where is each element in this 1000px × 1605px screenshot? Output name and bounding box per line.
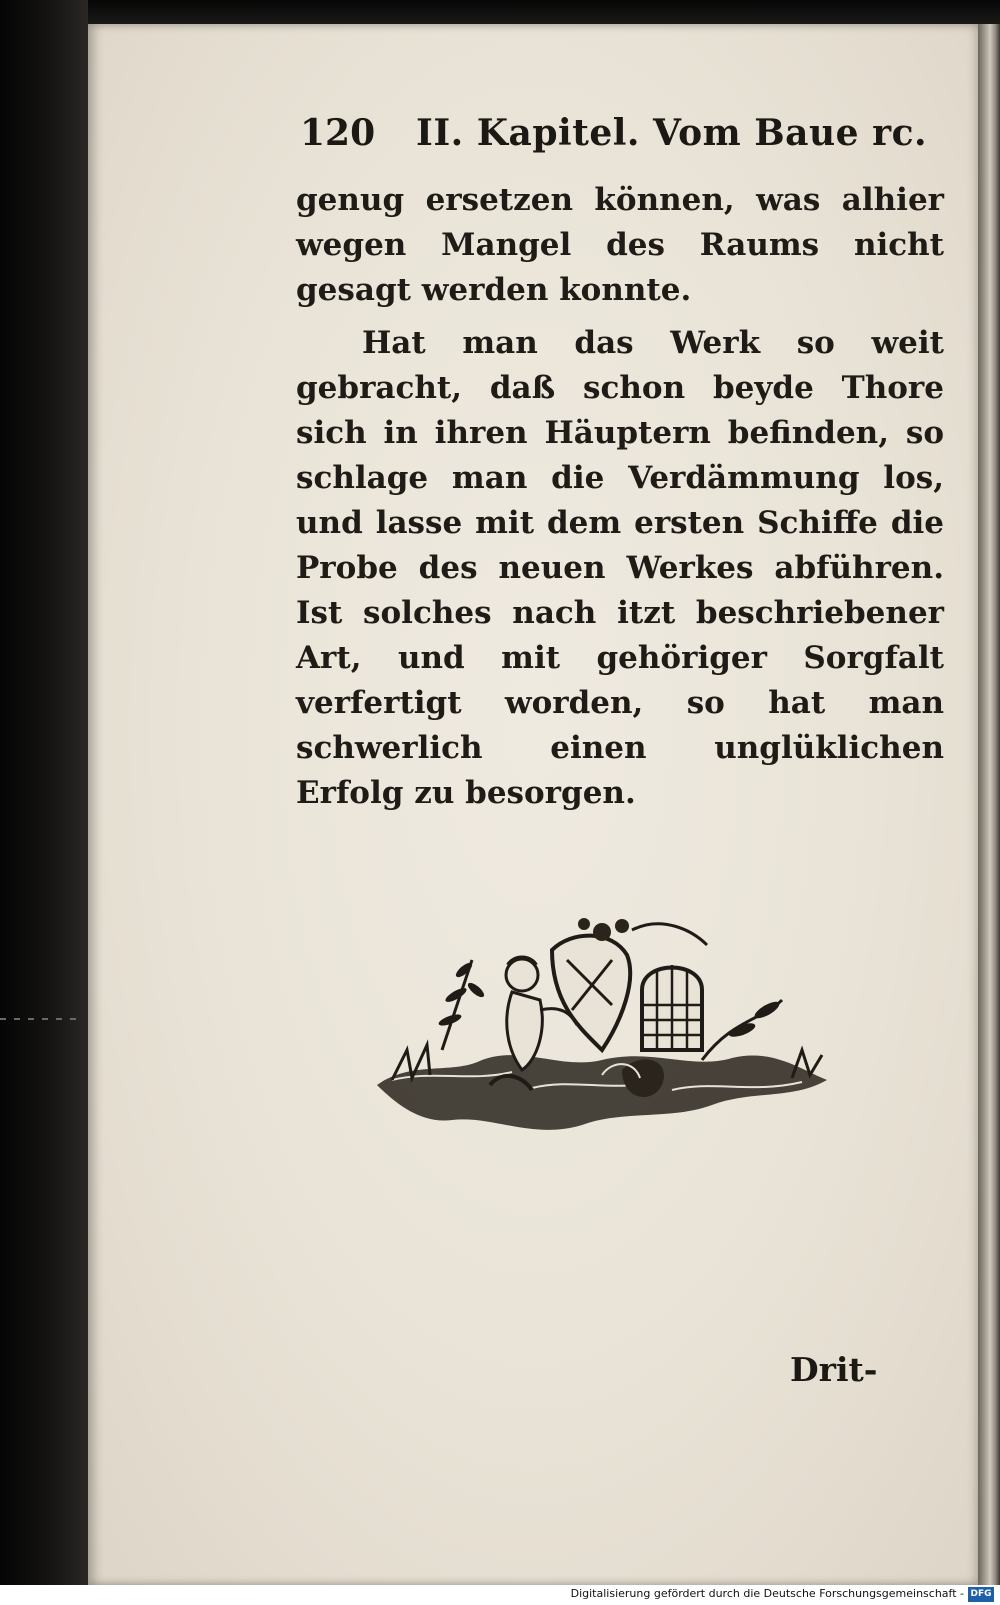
running-head: II. Kapitel. Vom Baue rc.	[416, 112, 928, 154]
body-text	[296, 178, 944, 816]
catchword: Drit-	[790, 1350, 878, 1389]
paragraph-1: genug ersetzen können, was alhier wegen Mangel des Raums nicht gesagt werden konnte.	[296, 182, 944, 308]
page-number: 120	[300, 112, 376, 154]
book-fore-edge	[978, 24, 1000, 1585]
paragraph-2: Hat man das Werk so weit gebracht, daß schon beyde Thore sich in ihren Häuptern befinden, so schlage man die Verdämmung los, und lasse mit dem ersten Schiffe die Probe des neuen Werkes abführen. Ist solches nach itzt beschriebener Art, und mit gehöriger Sorgfalt verfertigt worden, so hat man schwerlich einen unglüklichen Erfolg zu besorgen.	[296, 325, 944, 811]
footer-bar	[0, 1585, 1000, 1605]
dfg-logo-icon: DFG	[968, 1587, 994, 1602]
footer-credit: Digitalisierung gefördert durch die Deutsche Forschungsgemeinschaft -	[570, 1587, 964, 1600]
scan-left-background	[0, 0, 88, 1585]
ornament-vignette	[372, 910, 832, 1150]
scan-edge-marker	[0, 1018, 84, 1020]
page-header	[300, 112, 928, 156]
scan-top-background	[88, 0, 1000, 24]
